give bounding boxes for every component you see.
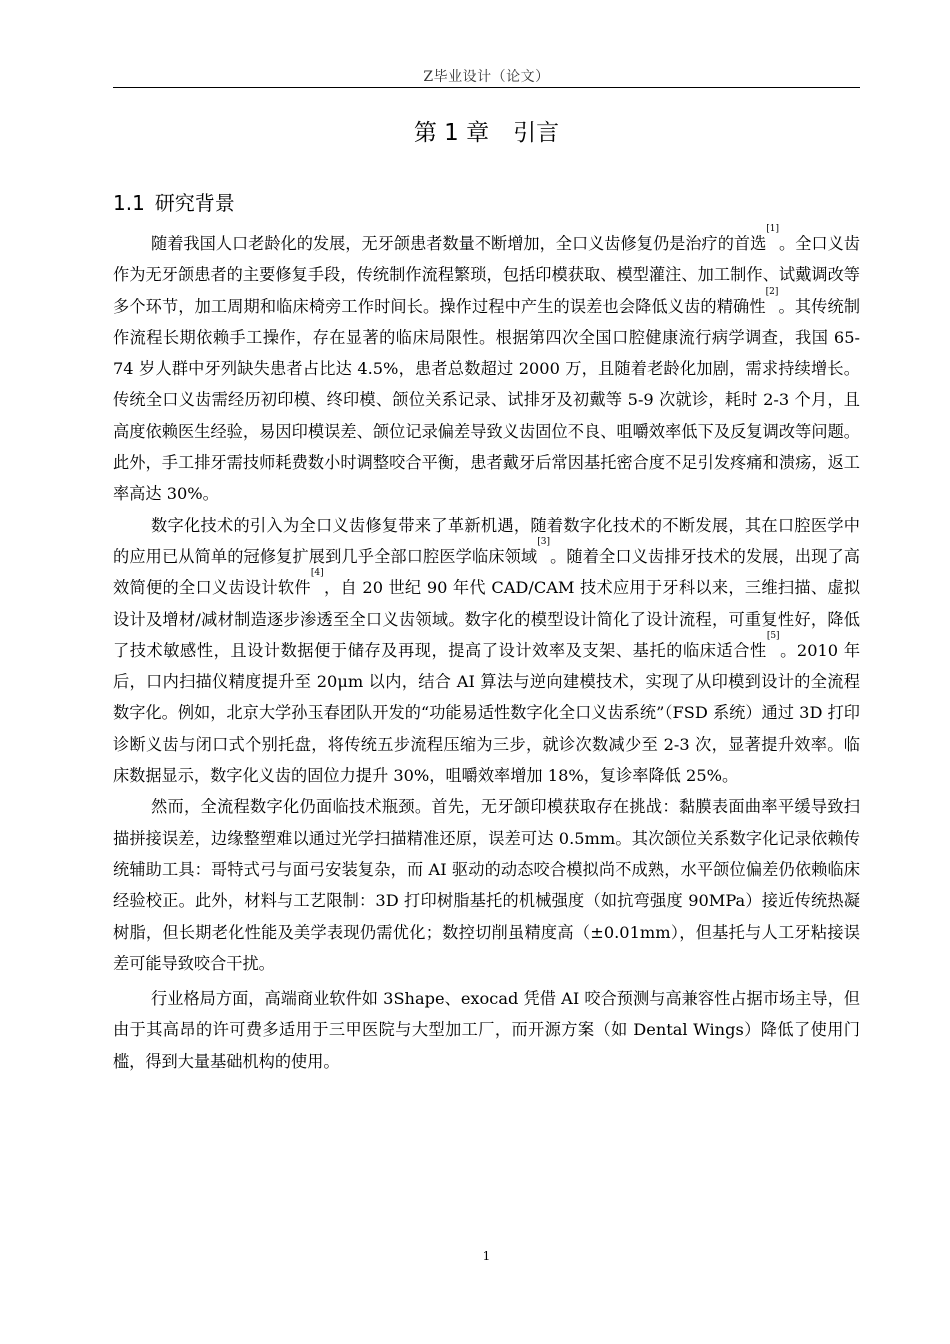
paragraph [113, 791, 860, 979]
chapter-name: 引言 [513, 120, 560, 146]
paragraph-text: 。其传统制作流程长期依赖手工操作，存在显著的临床局限性。根据第四次全国口腔健康流行病学调查，我国 65-74 岁人群中牙列缺失患者占比达 4.5%，患者总数超过 2000 万，且随着老龄化加剧，需求持续增长。传统全口义齿需经历初印模、终印模、颌位关系记录、试排牙及初戴等 5-9 次就诊，耗时 2-3 个月，且高度依赖医生经验，易因印模误差、颌位记录偏差导致义齿固位不良、咀嚼效率低下及反复调改等问题。此外，手工排牙需技师耗费数小时调整咬合平衡，患者戴牙后常因基托密合度不足引发疼痛和溃疡，返工率高达 30%。 [113, 296, 861, 504]
paragraph-text: 。全口义齿作为无牙颌患者的主要修复手段，传统制作流程繁琐，包括印模获取、模型灌注、加工制作、试戴调改等多个环节，加工周期和临床椅旁工作时间长。操作过程中产生的误差也会降低义齿的精确性 [113, 234, 861, 316]
header-rule [113, 87, 860, 88]
section-number: 1.1 [113, 191, 145, 215]
citation-ref[interactable]: [4] [310, 568, 324, 579]
paragraph [113, 224, 861, 510]
paragraph-text: 。随着全口义齿排牙技术的发展，出现了高效简便的全口义齿设计软件 [113, 546, 860, 598]
paragraph-text: 行业格局方面，高端商业软件如 3Shape、exocad 凭借 AI 咬合预测与高兼容性占据市场主导，但由于其高昂的许可费多适用于三甲医院与大型加工厂，而开源方案（如 Dental Wings）降低了使用门槛，得到大量基础机构的使用。 [113, 989, 860, 1071]
paragraph-text: 数字化技术的引入为全口义齿修复带来了革新机遇，随着数字化技术的不断发展，其在口腔医学中的应用已从简单的冠修复扩展到几乎全部口腔医学临床领域 [113, 515, 860, 566]
running-header: Z毕业设计（论文） [423, 69, 550, 85]
chapter-number: 第 1 章 [413, 120, 490, 146]
section-name: 研究背景 [154, 191, 235, 215]
paragraph-text: 。2010 年后，口内扫描仪精度提升至 20μm 以内，结合 AI 算法与逆向建模技术，实现了从印模到设计的全流程数字化。例如，北京大学孙玉春团队开发的“功能易适性数字化全口义齿系统”（FSD 系统）通过 3D 打印诊断义齿与闭口式个别托盘，将传统五步流程压缩为三步，就诊次数减少至 2-3 次，显著提升效率。临床数据显示，数字化义齿的固位力提升 30%，咀嚼效率增加 18%，复诊率降低 25%。 [113, 640, 861, 786]
paragraph [113, 983, 860, 1077]
paragraph [113, 510, 860, 792]
citation-ref[interactable]: [3] [537, 536, 550, 547]
page-number: 1 [482, 1249, 491, 1263]
section-title [113, 187, 235, 216]
chapter-title [113, 114, 860, 147]
body-text [113, 224, 861, 1077]
paragraph-text: 随着我国人口老龄化的发展，无牙颌患者数量不断增加，全口义齿修复仍是治疗的首选 [151, 234, 767, 253]
paragraph-text: 然而，全流程数字化仍面临技术瓶颈。首先，无牙颌印模获取存在挑战：黏膜表面曲率平缓导致扫描拼接误差，边缘整塑难以通过光学扫描精准还原，误差可达 0.5mm。其次颌位关系数字化记录依赖传统辅助工具：哥特式弓与面弓安装复杂，而 AI 驱动的动态咬合模拟尚不成熟，水平颌位偏差仍依赖临床经验校正。此外，材料与工艺限制：3D 打印树脂基托的机械强度（如抗弯强度 90MPa）接近传统热凝树脂，但长期老化性能及美学表现仍需优化；数控切削虽精度高（±0.01mm），但基托与人工牙粘接误差可能导致咬合干扰。 [113, 797, 860, 973]
citation-ref[interactable]: [5] [766, 630, 780, 641]
paragraph-text: ，自 20 世纪 90 年代 CAD/CAM 技术应用于牙科以来，三维扫描、虚拟设计及增材/减材制造逐步渗透至全口义齿领域。数字化的模型设计简化了设计流程，可重复性好，降低了技术敏感性，且设计数据便于储存及再现，提高了设计效率及支架、基托的临床适合性 [113, 578, 861, 660]
citation-ref[interactable]: [2] [765, 286, 779, 297]
citation-ref[interactable]: [1] [766, 224, 780, 234]
